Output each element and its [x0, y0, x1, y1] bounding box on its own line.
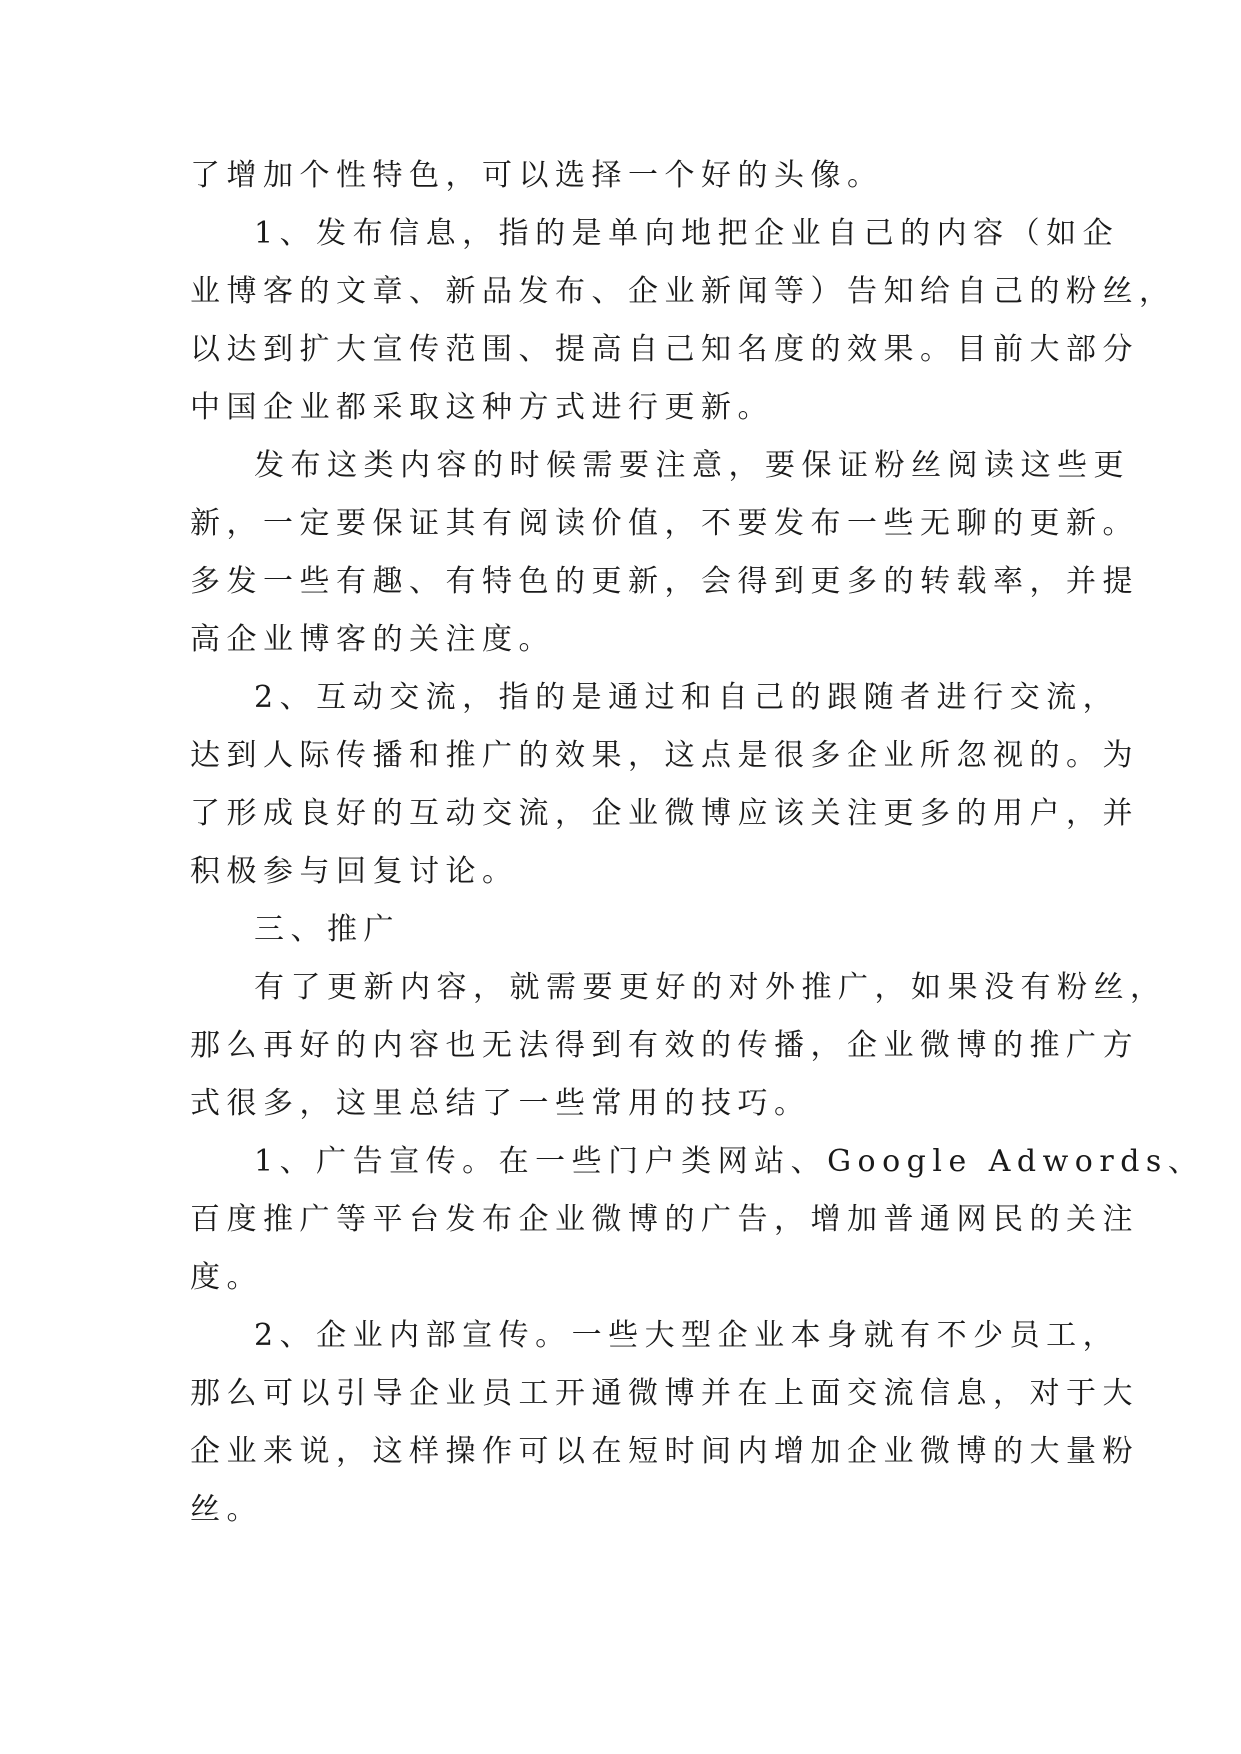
text-line: 了增加个性特色，可以选择一个好的头像。: [190, 158, 884, 193]
text-line: 2、互动交流，指的是通过和自己的跟随者进行交流，: [254, 680, 1120, 715]
text-line: 2、企业内部宣传。一些大型企业本身就有不少员工，: [254, 1318, 1120, 1353]
text-line: 1、广告宣传。在一些门户类网站、Google Adwords、: [254, 1144, 1205, 1179]
text-line: 1、发布信息，指的是单向地把企业自己的内容（如企: [254, 216, 1120, 251]
text-line: 发布这类内容的时候需要注意，要保证粉丝阅读这些更: [254, 448, 1130, 483]
text-line: 中国企业都采取这种方式进行更新。: [190, 390, 774, 425]
text-line: 达到人际传播和推广的效果，这点是很多企业所忽视的。为: [190, 738, 1139, 773]
text-line: 式很多，这里总结了一些常用的技巧。: [190, 1086, 811, 1121]
text-line: 以达到扩大宣传范围、提高自己知名度的效果。目前大部分: [190, 332, 1139, 367]
text-line: 了形成良好的互动交流，企业微博应该关注更多的用户，并: [190, 796, 1139, 831]
text-line: 高企业博客的关注度。: [190, 622, 555, 657]
text-line: 业博客的文章、新品发布、企业新闻等）告知给自己的粉丝，: [190, 274, 1176, 309]
text-line: 有了更新内容，就需要更好的对外推广，如果没有粉丝，: [254, 970, 1167, 1005]
text-line: 度。: [190, 1260, 263, 1295]
text-line: 丝。: [190, 1492, 263, 1527]
section-heading: 三、推广: [254, 912, 400, 947]
text-line: 企业来说，这样操作可以在短时间内增加企业微博的大量粉: [190, 1434, 1139, 1469]
text-line: 那么再好的内容也无法得到有效的传播，企业微博的推广方: [190, 1028, 1139, 1063]
text-line: 那么可以引导企业员工开通微博并在上面交流信息，对于大: [190, 1376, 1139, 1411]
text-line: 新，一定要保证其有阅读价值，不要发布一些无聊的更新。: [190, 506, 1139, 541]
text-line: 百度推广等平台发布企业微博的广告，增加普通网民的关注: [190, 1202, 1139, 1237]
text-line: 多发一些有趣、有特色的更新，会得到更多的转载率，并提: [190, 564, 1139, 599]
text-line: 积极参与回复讨论。: [190, 854, 519, 889]
